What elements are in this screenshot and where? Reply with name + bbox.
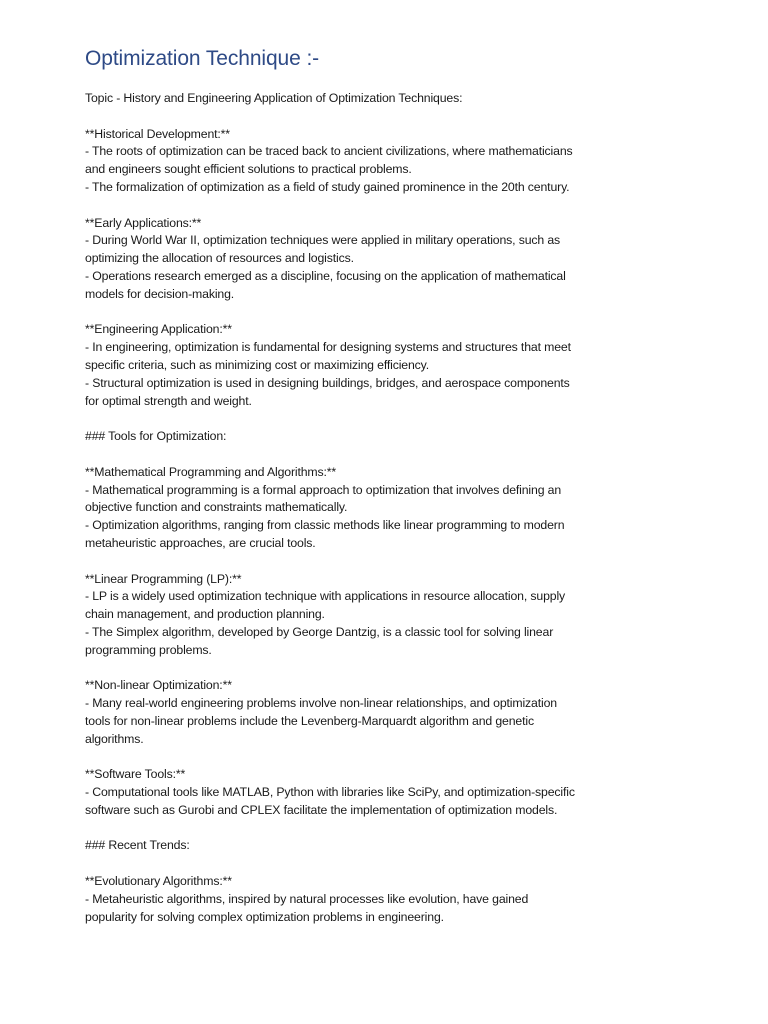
section-text-line: - Optimization algorithms, ranging from classic methods like linear programming to modern xyxy=(85,518,565,533)
section-heading: **Early Applications:** xyxy=(85,215,202,230)
section-heading: **Mathematical Programming and Algorithms:** xyxy=(85,464,337,479)
section-text-line: for optimal strength and weight. xyxy=(85,393,252,408)
blank-line xyxy=(85,304,685,322)
section-text-line: - Many real-world engineering problems involve non-linear relationships, and optimization xyxy=(85,696,557,711)
section-text-line: - The Simplex algorithm, developed by George Dantzig, is a classic tool for solving linear xyxy=(85,624,554,639)
section-text-line: - In engineering, optimization is fundamental for designing systems and structures that meet xyxy=(85,340,571,355)
section-text-line: metaheuristic approaches, are crucial tools. xyxy=(85,535,316,550)
section-text-line: tools for non-linear problems include the Levenberg-Marquardt algorithm and genetic xyxy=(85,713,534,728)
section-text-line: - Metaheuristic algorithms, inspired by natural processes like evolution, have gained xyxy=(85,891,529,906)
blank-line xyxy=(85,446,685,464)
section-heading: ### Recent Trends: xyxy=(85,838,190,853)
section-heading: ### Tools for Optimization: xyxy=(85,429,227,444)
section-heading: **Non-linear Optimization:** xyxy=(85,678,232,693)
section-text-line: chain management, and production planning. xyxy=(85,607,325,622)
blank-line xyxy=(85,197,685,215)
section-text-line: objective function and constraints mathematically. xyxy=(85,500,348,515)
section-text-line: software such as Gurobi and CPLEX facilitate the implementation of optimization models. xyxy=(85,802,558,817)
section-text-line: - The roots of optimization can be traced back to ancient civilizations, where mathematicians xyxy=(85,144,573,159)
section-heading: **Software Tools:** xyxy=(85,767,186,782)
section-text-line: specific criteria, such as minimizing cost or maximizing efficiency. xyxy=(85,357,430,372)
section-text-line: and engineers sought efficient solutions to practical problems. xyxy=(85,162,412,177)
section-heading: **Engineering Application:** xyxy=(85,322,232,337)
section-heading: **Historical Development:** xyxy=(85,126,230,141)
section-text-line: optimizing the allocation of resources and logistics. xyxy=(85,251,354,266)
section-text-line: - Operations research emerged as a discipline, focusing on the application of mathematical xyxy=(85,268,566,283)
section-heading: **Evolutionary Algorithms:** xyxy=(85,874,232,889)
blank-line xyxy=(85,108,685,126)
blank-line xyxy=(85,553,685,571)
section-text-line: - Mathematical programming is a formal approach to optimization that involves defining an xyxy=(85,482,562,497)
section-text-line: - LP is a widely used optimization technique with applications in resource allocation, supply xyxy=(85,589,566,604)
blank-line xyxy=(85,410,685,428)
section-text-line: programming problems. xyxy=(85,642,212,657)
section-heading: **Linear Programming (LP):** xyxy=(85,571,242,586)
blank-line xyxy=(85,855,685,873)
section-text-line: models for decision-making. xyxy=(85,286,235,301)
section-text-line: popularity for solving complex optimization problems in engineering. xyxy=(85,909,444,924)
blank-line xyxy=(85,660,685,678)
section-text-line: algorithms. xyxy=(85,731,144,746)
document-title: Optimization Technique :- xyxy=(85,47,320,70)
document-body xyxy=(85,90,685,926)
topic-line: Topic - History and Engineering Application of Optimization Techniques: xyxy=(85,91,463,105)
section-text-line: - The formalization of optimization as a field of study gained prominence in the 20th century. xyxy=(85,179,570,194)
section-text-line: - Computational tools like MATLAB, Python with libraries like SciPy, and optimization-specific xyxy=(85,785,575,800)
section-text-line: - Structural optimization is used in designing buildings, bridges, and aerospace components xyxy=(85,375,570,390)
document-page xyxy=(85,44,685,924)
section-text-line: - During World War II, optimization techniques were applied in military operations, such as xyxy=(85,233,561,248)
blank-line xyxy=(85,820,685,838)
blank-line xyxy=(85,748,685,766)
